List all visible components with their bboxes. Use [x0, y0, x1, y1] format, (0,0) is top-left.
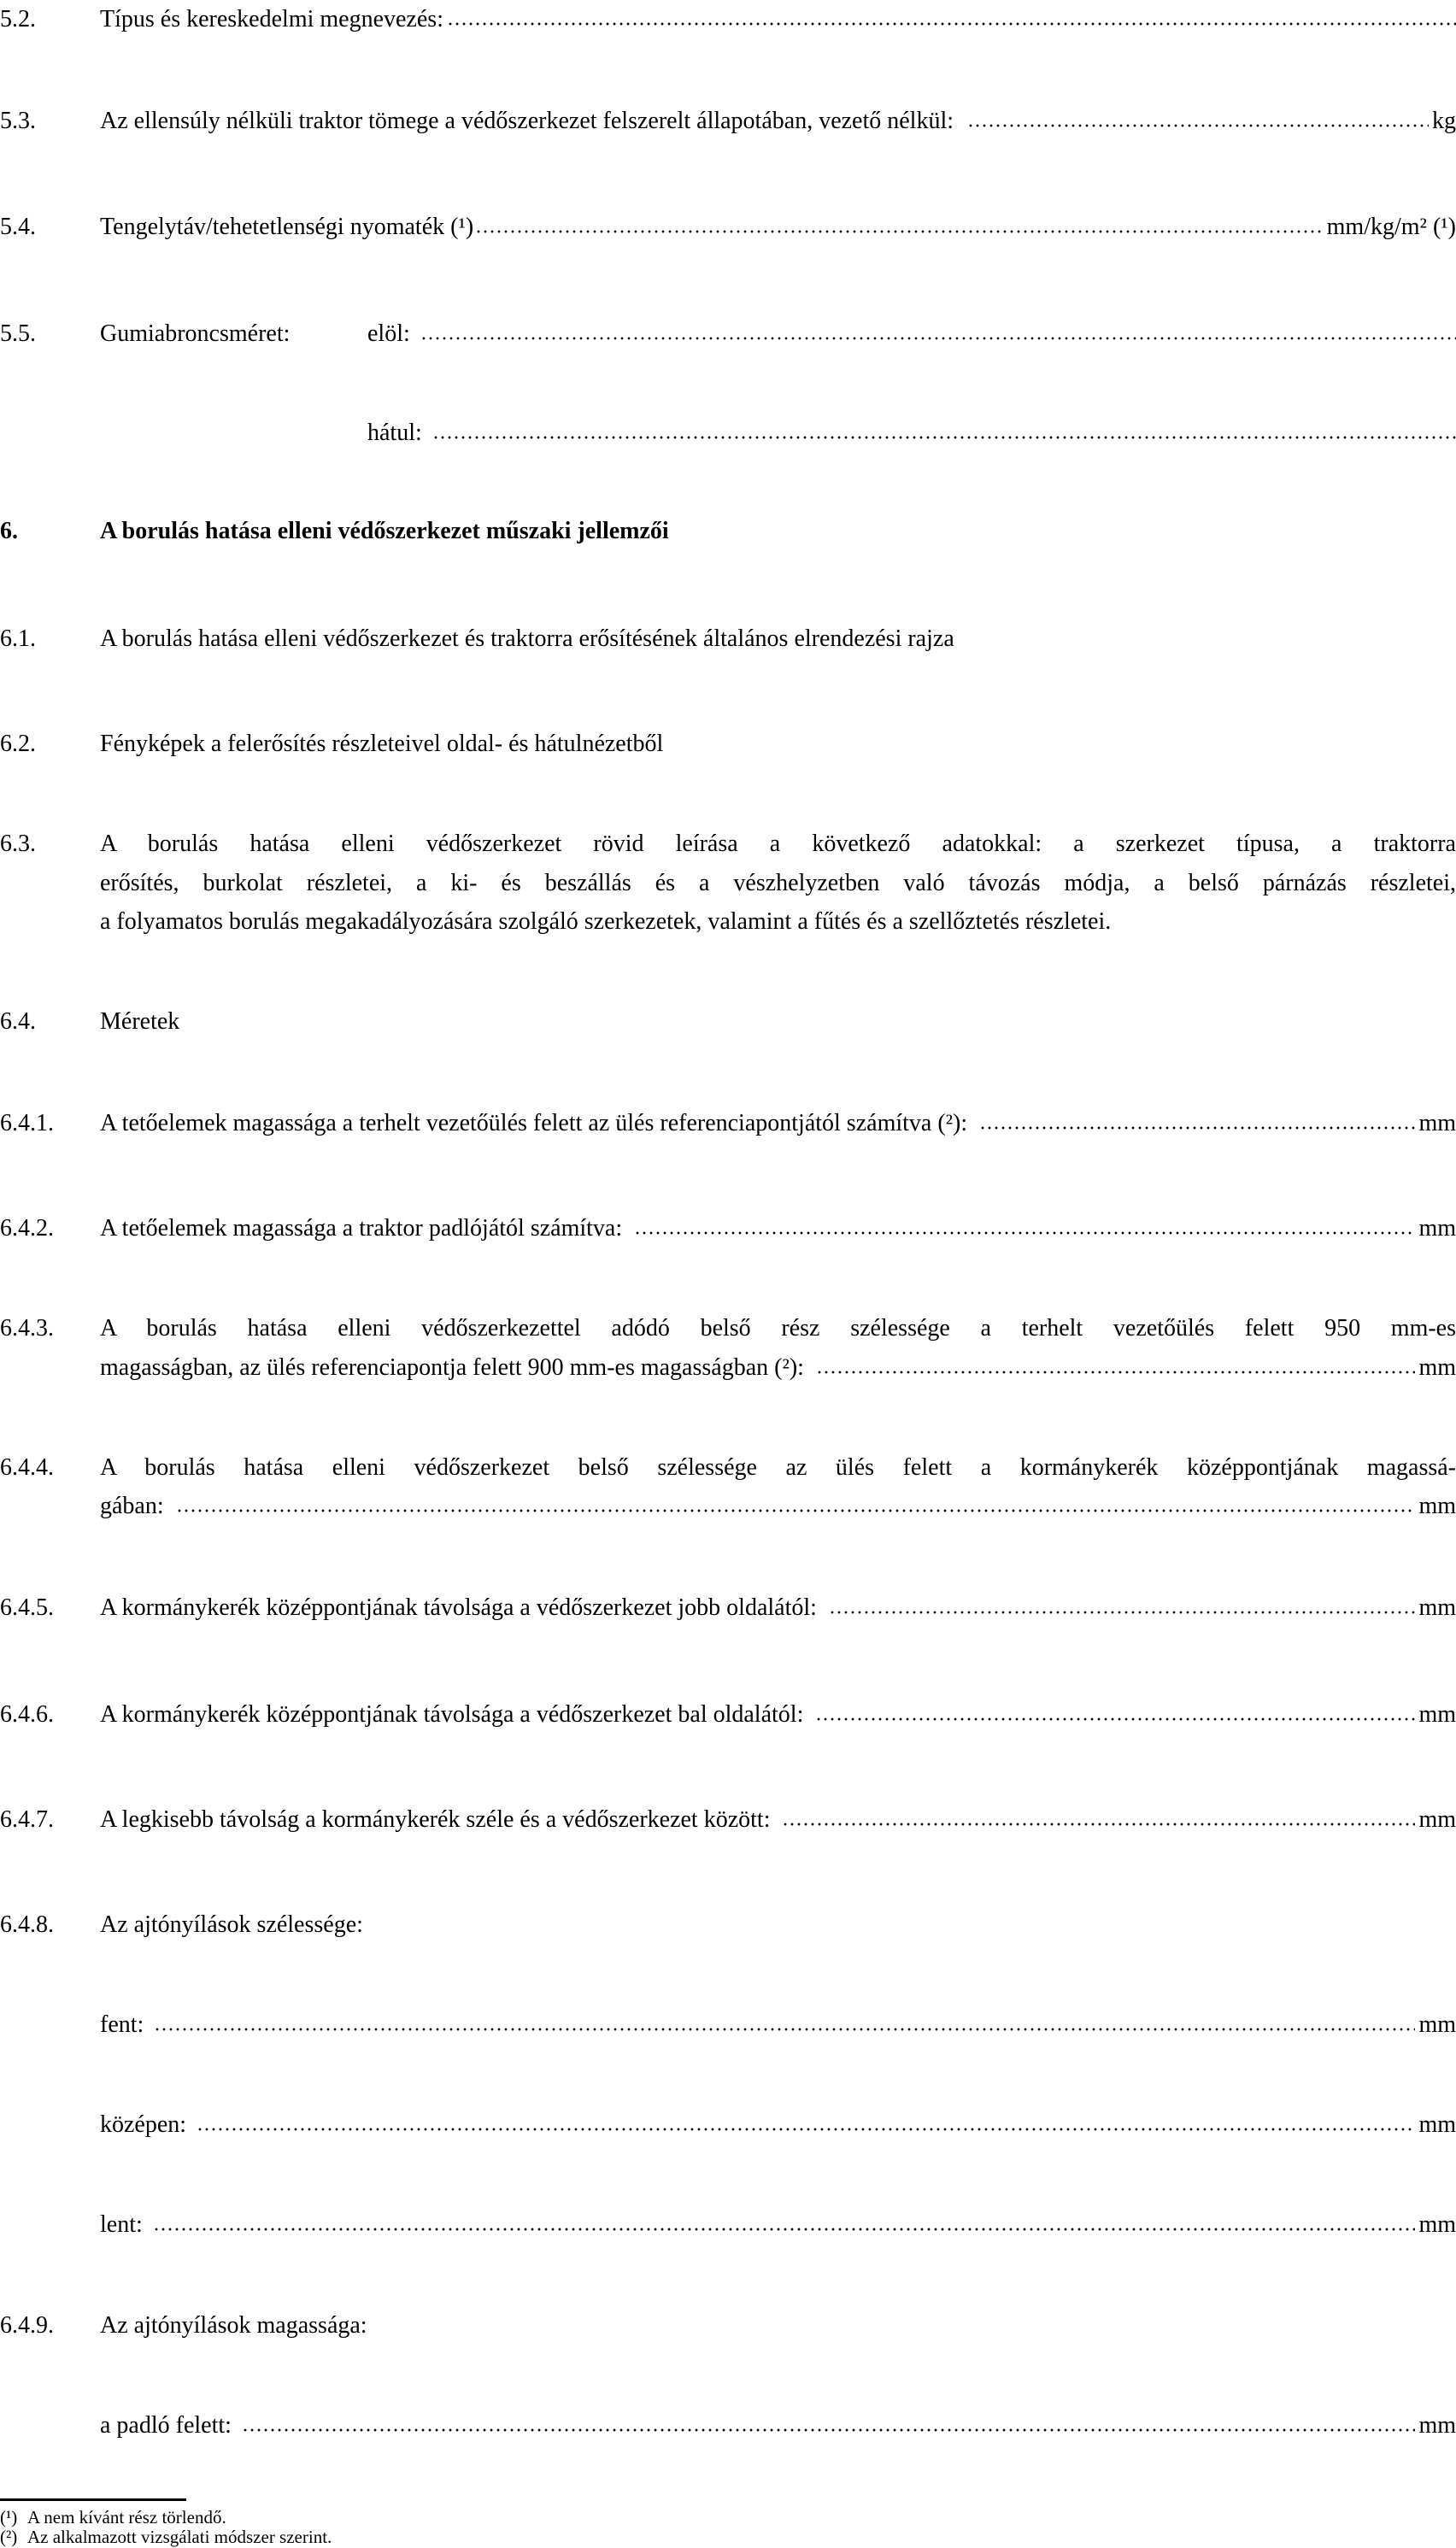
- item-number: 5.5.: [0, 320, 36, 347]
- footnote-mark: (²): [0, 2527, 18, 2547]
- unit-label: mm: [1418, 2412, 1456, 2439]
- item-6-4-5: [0, 1591, 1456, 1625]
- fill-in-field-distance-right[interactable]: [829, 1598, 1416, 1615]
- fill-in-field-door-width-bottom[interactable]: [153, 2215, 1416, 2232]
- section-title: A borulás hatása elleni védőszerkezet műszaki jellemzői: [100, 518, 669, 544]
- unit-label: mm: [1418, 2111, 1456, 2138]
- unit-label: mm: [1418, 1215, 1456, 1242]
- item-label: Méretek: [100, 1008, 180, 1035]
- item-6-4-3-line-2: [0, 1351, 1456, 1385]
- item-label-line-1: A borulás hatása elleni védőszerkezettel adódó belső rész szélessége a terhelt vezetőülés felett 950 mm-es: [100, 1315, 1456, 1342]
- item-number: 6.1.: [0, 625, 36, 652]
- item-6-2: [0, 727, 1456, 761]
- item-number: 5.3.: [0, 108, 36, 134]
- item-number: 6.2.: [0, 731, 36, 757]
- item-number: 6.4.8.: [0, 1911, 54, 1938]
- item-6-4-4-line-2: [0, 1489, 1456, 1524]
- item-6-4-8: [0, 1908, 1456, 1942]
- door-height-above-floor: [0, 2409, 1456, 2443]
- paragraph-line: a folyamatos borulás megakadályozására szolgáló szerkezetek, valamint a fűtés és a szellőztetés részletei.: [100, 908, 1112, 935]
- item-number: 6.4.5.: [0, 1594, 54, 1621]
- fill-in-field-door-height[interactable]: [242, 2416, 1416, 2433]
- fill-in-field-rear-tyre[interactable]: [432, 423, 1456, 440]
- item-number: 6.4.7.: [0, 1806, 54, 1833]
- item-label: Gumiabroncsméret:: [100, 320, 291, 347]
- item-label: Az ajtónyílások szélessége:: [100, 1911, 363, 1938]
- rear-tyre-label: hátul:: [367, 420, 422, 446]
- item-number: 6.4.6.: [0, 1701, 54, 1728]
- item-number: 6.4.1.: [0, 1110, 54, 1136]
- item-number: 6.4.3.: [0, 1315, 54, 1342]
- fill-in-field-distance-left[interactable]: [815, 1705, 1415, 1722]
- door-width-top: [0, 2008, 1456, 2042]
- item-label: Tengelytáv/tehetetlenségi nyomaték (¹): [100, 214, 474, 240]
- item-label: Típus és kereskedelmi megnevezés:: [100, 6, 443, 32]
- item-6-4: [0, 1005, 1456, 1039]
- item-number: 6.4.4.: [0, 1454, 54, 1481]
- section-6-heading: [0, 514, 1456, 549]
- unit-label: mm: [1418, 1110, 1456, 1136]
- item-number: 6.4.: [0, 1008, 36, 1035]
- sub-label: fent:: [100, 2011, 144, 2038]
- fill-in-field-internal-width[interactable]: [816, 1358, 1415, 1375]
- unit-label: mm: [1418, 1354, 1456, 1381]
- item-label: A legkisebb távolság a kormánykerék széle és a védőszerkezet között:: [100, 1806, 771, 1833]
- paragraph-line: erősítés, burkolat részletei, a ki- és beszállás és a vészhelyzetben való távozás módja, a belső párnázás részletei,: [100, 870, 1456, 896]
- item-label: Az ajtónyílások magassága:: [100, 2312, 367, 2339]
- unit-label: mm: [1418, 1493, 1456, 1519]
- item-label: A borulás hatása elleni védőszerkezet és traktorra erősítésének általános elrendezési rajza: [100, 625, 954, 652]
- item-number: 6.4.2.: [0, 1215, 54, 1242]
- fill-in-field-wheelbase[interactable]: [475, 217, 1323, 234]
- fill-in-field-min-distance[interactable]: [782, 1810, 1415, 1827]
- unit-label: mm: [1418, 2211, 1456, 2238]
- fill-in-field-door-width-middle[interactable]: [197, 2115, 1415, 2132]
- item-number: 5.4.: [0, 214, 36, 240]
- paragraph-line: A borulás hatása elleni védőszerkezet rövid leírása a következő adatokkal: a szerkezet típusa, a traktorra: [100, 831, 1456, 857]
- item-number: 6.: [0, 518, 18, 544]
- item-6-4-9: [0, 2309, 1456, 2343]
- front-tyre-label: elöl:: [367, 320, 410, 347]
- item-label: A tetőelemek magassága a terhelt vezetőülés felett az ülés referenciapontjától számítva (²):: [100, 1110, 968, 1136]
- item-label-line-2: magasságban, az ülés referenciapontja felett 900 mm-es magasságban (²):: [100, 1354, 804, 1381]
- fill-in-field-mass[interactable]: [967, 111, 1429, 128]
- unit-label: mm: [1418, 1594, 1456, 1621]
- item-6-4-3: [0, 1312, 1456, 1346]
- footnote-mark: (¹): [0, 2507, 18, 2527]
- item-number: 6.3.: [0, 831, 36, 857]
- item-label: Az ellensúly nélküli traktor tömege a védőszerkezet felszerelt állapotában, vezető nélkül:: [100, 108, 954, 134]
- item-5-2: [0, 3, 1456, 37]
- unit-label: mm: [1418, 1701, 1456, 1728]
- door-width-middle: [0, 2108, 1456, 2142]
- fill-in-field-roof-height-floor[interactable]: [634, 1218, 1415, 1236]
- door-width-bottom: [0, 2208, 1456, 2242]
- item-6-4-2: [0, 1212, 1456, 1246]
- footnote-separator: [0, 2498, 186, 2501]
- unit-label: mm/kg/m² (¹): [1326, 214, 1456, 240]
- sub-label: lent:: [100, 2211, 143, 2238]
- item-5-5-rear: [0, 416, 1456, 450]
- unit-label: kg: [1432, 108, 1456, 134]
- sub-label: a padló felett:: [100, 2412, 232, 2439]
- item-label-line-2: gában:: [100, 1493, 164, 1519]
- item-number: 5.2.: [0, 6, 36, 32]
- item-number: 6.4.9.: [0, 2312, 54, 2339]
- fill-in-field-front-tyre[interactable]: [420, 324, 1456, 341]
- item-5-3: [0, 104, 1456, 138]
- item-6-3-line-3: [0, 905, 1456, 939]
- fill-in-field-door-width-top[interactable]: [154, 2015, 1415, 2032]
- item-5-4: [0, 210, 1456, 244]
- fill-in-field-roof-height-srp[interactable]: [979, 1113, 1415, 1130]
- item-label: A tetőelemek magassága a traktor padlójától számítva:: [100, 1215, 623, 1242]
- item-6-4-4: [0, 1451, 1456, 1485]
- item-6-4-1: [0, 1107, 1456, 1141]
- unit-label: mm: [1418, 2011, 1456, 2038]
- fill-in-field-type-name[interactable]: [447, 9, 1456, 26]
- item-6-3-line-2: [0, 866, 1456, 901]
- item-6-4-6: [0, 1698, 1456, 1732]
- item-label: A kormánykerék középpontjának távolsága a védőszerkezet jobb oldalától:: [100, 1594, 817, 1621]
- unit-label: mm: [1418, 1806, 1456, 1833]
- fill-in-field-width-steering-centre[interactable]: [176, 1496, 1416, 1513]
- item-6-1: [0, 622, 1456, 656]
- footnote-text: Az alkalmazott vizsgálati módszer szerint.: [27, 2527, 332, 2547]
- item-label: A kormánykerék középpontjának távolsága a védőszerkezet bal oldalától:: [100, 1701, 804, 1728]
- item-label-line-1: A borulás hatása elleni védőszerkezet belső szélessége az ülés felett a kormánykerék középpontjának magassá-: [100, 1454, 1456, 1481]
- footnote-text: A nem kívánt rész törlendő.: [27, 2507, 226, 2527]
- item-6-3: [0, 827, 1456, 861]
- sub-label: középen:: [100, 2111, 187, 2138]
- item-label: Fényképek a felerősítés részleteivel oldal- és hátulnézetből: [100, 731, 664, 757]
- item-6-4-7: [0, 1803, 1456, 1837]
- item-5-5: [0, 317, 1456, 351]
